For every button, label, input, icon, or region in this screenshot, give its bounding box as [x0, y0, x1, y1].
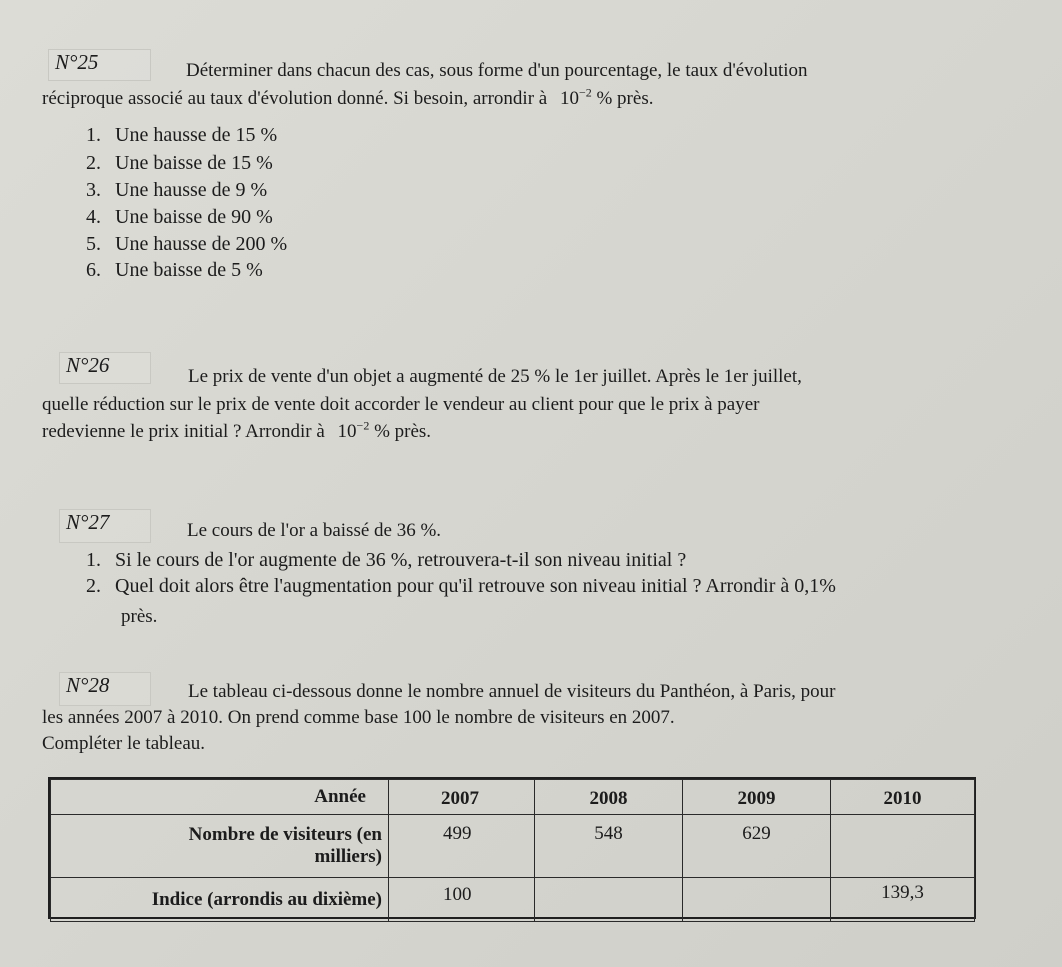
exercise-28-line2: les années 2007 à 2010. On prend comme base 100 le nombre de visiteurs en 2007. [42, 707, 675, 728]
exercise-25-item-1-num: 1. [86, 124, 101, 146]
exercise-25-item-4-text: Une baisse de 90 % [115, 206, 273, 228]
exercise-26-line3 [42, 418, 432, 444]
exercise-27-item-2 [86, 574, 836, 598]
exercise-25-item-2-text: Une baisse de 15 % [115, 152, 273, 174]
year-2010-cell: 2010 [831, 780, 975, 815]
table-header-visitors [51, 815, 389, 878]
exercise-27-item-1-num: 1. [86, 549, 101, 571]
exercise-25-item-3-num: 3. [86, 179, 101, 201]
exercise-28-line3: Compléter le tableau. [42, 733, 206, 754]
exercise-25-item-3-text: Une hausse de 9 % [115, 179, 268, 201]
exercise-25-item-6-text: Une baisse de 5 % [115, 259, 263, 281]
exercise-25-item-6 [86, 258, 263, 282]
table-header-visitors-line1: Nombre de visiteurs (en [188, 824, 382, 846]
exercise-25-power [559, 85, 592, 109]
exercise-27-label: N°27 [59, 509, 151, 543]
exercise-26-line3-after: % près. [374, 421, 432, 442]
exercise-25-statement-line2-before: réciproque associé au taux d'évolution donné. Si besoin, arrondir à [42, 88, 548, 109]
index-2007-cell: 100 [389, 878, 535, 922]
visitors-table [48, 777, 976, 919]
exercise-25-statement-line2 [42, 85, 654, 111]
exercise-26-power-exponent: −2 [356, 418, 370, 433]
year-2007-cell: 2007 [389, 780, 535, 815]
exercise-26-line2: quelle réduction sur le prix de vente doit accorder le vendeur au client pour que le prix à payer [42, 394, 760, 415]
table-header-year: Année [51, 780, 389, 815]
visitors-2008-cell: 548 [535, 815, 683, 878]
index-2010-cell: 139,3 [831, 878, 975, 922]
exercise-26-power-base: 10 [337, 421, 357, 442]
visitors-2009-cell: 629 [683, 815, 831, 878]
exercise-25-item-1-text: Une hausse de 15 % [115, 124, 278, 146]
table-row-years [51, 780, 975, 815]
exercise-26-power [337, 418, 370, 442]
exercise-27-item-2-num: 2. [86, 575, 101, 597]
year-2009-cell: 2009 [683, 780, 831, 815]
table-header-index: Indice (arrondis au dixième) [51, 878, 389, 922]
table-row-visitors [51, 815, 975, 878]
exercise-28-label: N°28 [59, 672, 151, 706]
exercise-25-power-exponent: −2 [578, 85, 592, 100]
exercise-25-item-4 [86, 205, 273, 229]
exercise-25-item-6-num: 6. [86, 259, 101, 281]
index-2009-cell [683, 878, 831, 922]
exercise-27-item-2-text: Quel doit alors être l'augmentation pour qu'il retrouve son niveau initial ? Arrondir à 0,1% [115, 575, 836, 597]
exercise-27-item-2-continuation: près. [121, 606, 158, 627]
exercise-25-item-5-num: 5. [86, 233, 101, 255]
exercise-25-item-3 [86, 178, 267, 202]
exercise-26-line3-before: redevienne le prix initial ? Arrondir à [42, 421, 325, 442]
exercise-27-item-1-text: Si le cours de l'or augmente de 36 %, retrouvera-t-il son niveau initial ? [115, 549, 687, 571]
visitors-table-grid [50, 779, 975, 922]
table-row-index [51, 878, 975, 922]
index-2008-cell [535, 878, 683, 922]
exercise-26-line1: Le prix de vente d'un objet a augmenté de 25 % le 1er juillet. Après le 1er juillet, [188, 366, 802, 387]
exercise-25-label: N°25 [48, 49, 151, 81]
exercise-25-item-2-num: 2. [86, 152, 101, 174]
exercise-27-statement: Le cours de l'or a baissé de 36 %. [187, 520, 442, 541]
exercise-25-item-1 [86, 123, 277, 147]
exercise-25-item-5 [86, 232, 287, 256]
exercise-25-item-5-text: Une hausse de 200 % [115, 233, 288, 255]
visitors-2007-cell: 499 [389, 815, 535, 878]
exercise-25-power-base: 10 [559, 88, 579, 109]
exercise-26-label: N°26 [59, 352, 151, 384]
exercise-25-item-2 [86, 151, 273, 175]
exercise-27-item-1 [86, 548, 686, 572]
exercise-25-item-4-num: 4. [86, 206, 101, 228]
exercise-25-statement-line1: Déterminer dans chacun des cas, sous forme d'un pourcentage, le taux d'évolution [186, 60, 808, 81]
exercise-28-line1: Le tableau ci-dessous donne le nombre annuel de visiteurs du Panthéon, à Paris, pour [188, 681, 836, 702]
visitors-2010-cell [831, 815, 975, 878]
table-header-visitors-line2: milliers) [314, 846, 382, 867]
year-2008-cell: 2008 [535, 780, 683, 815]
exercise-25-statement-line2-after: % près. [596, 88, 654, 109]
